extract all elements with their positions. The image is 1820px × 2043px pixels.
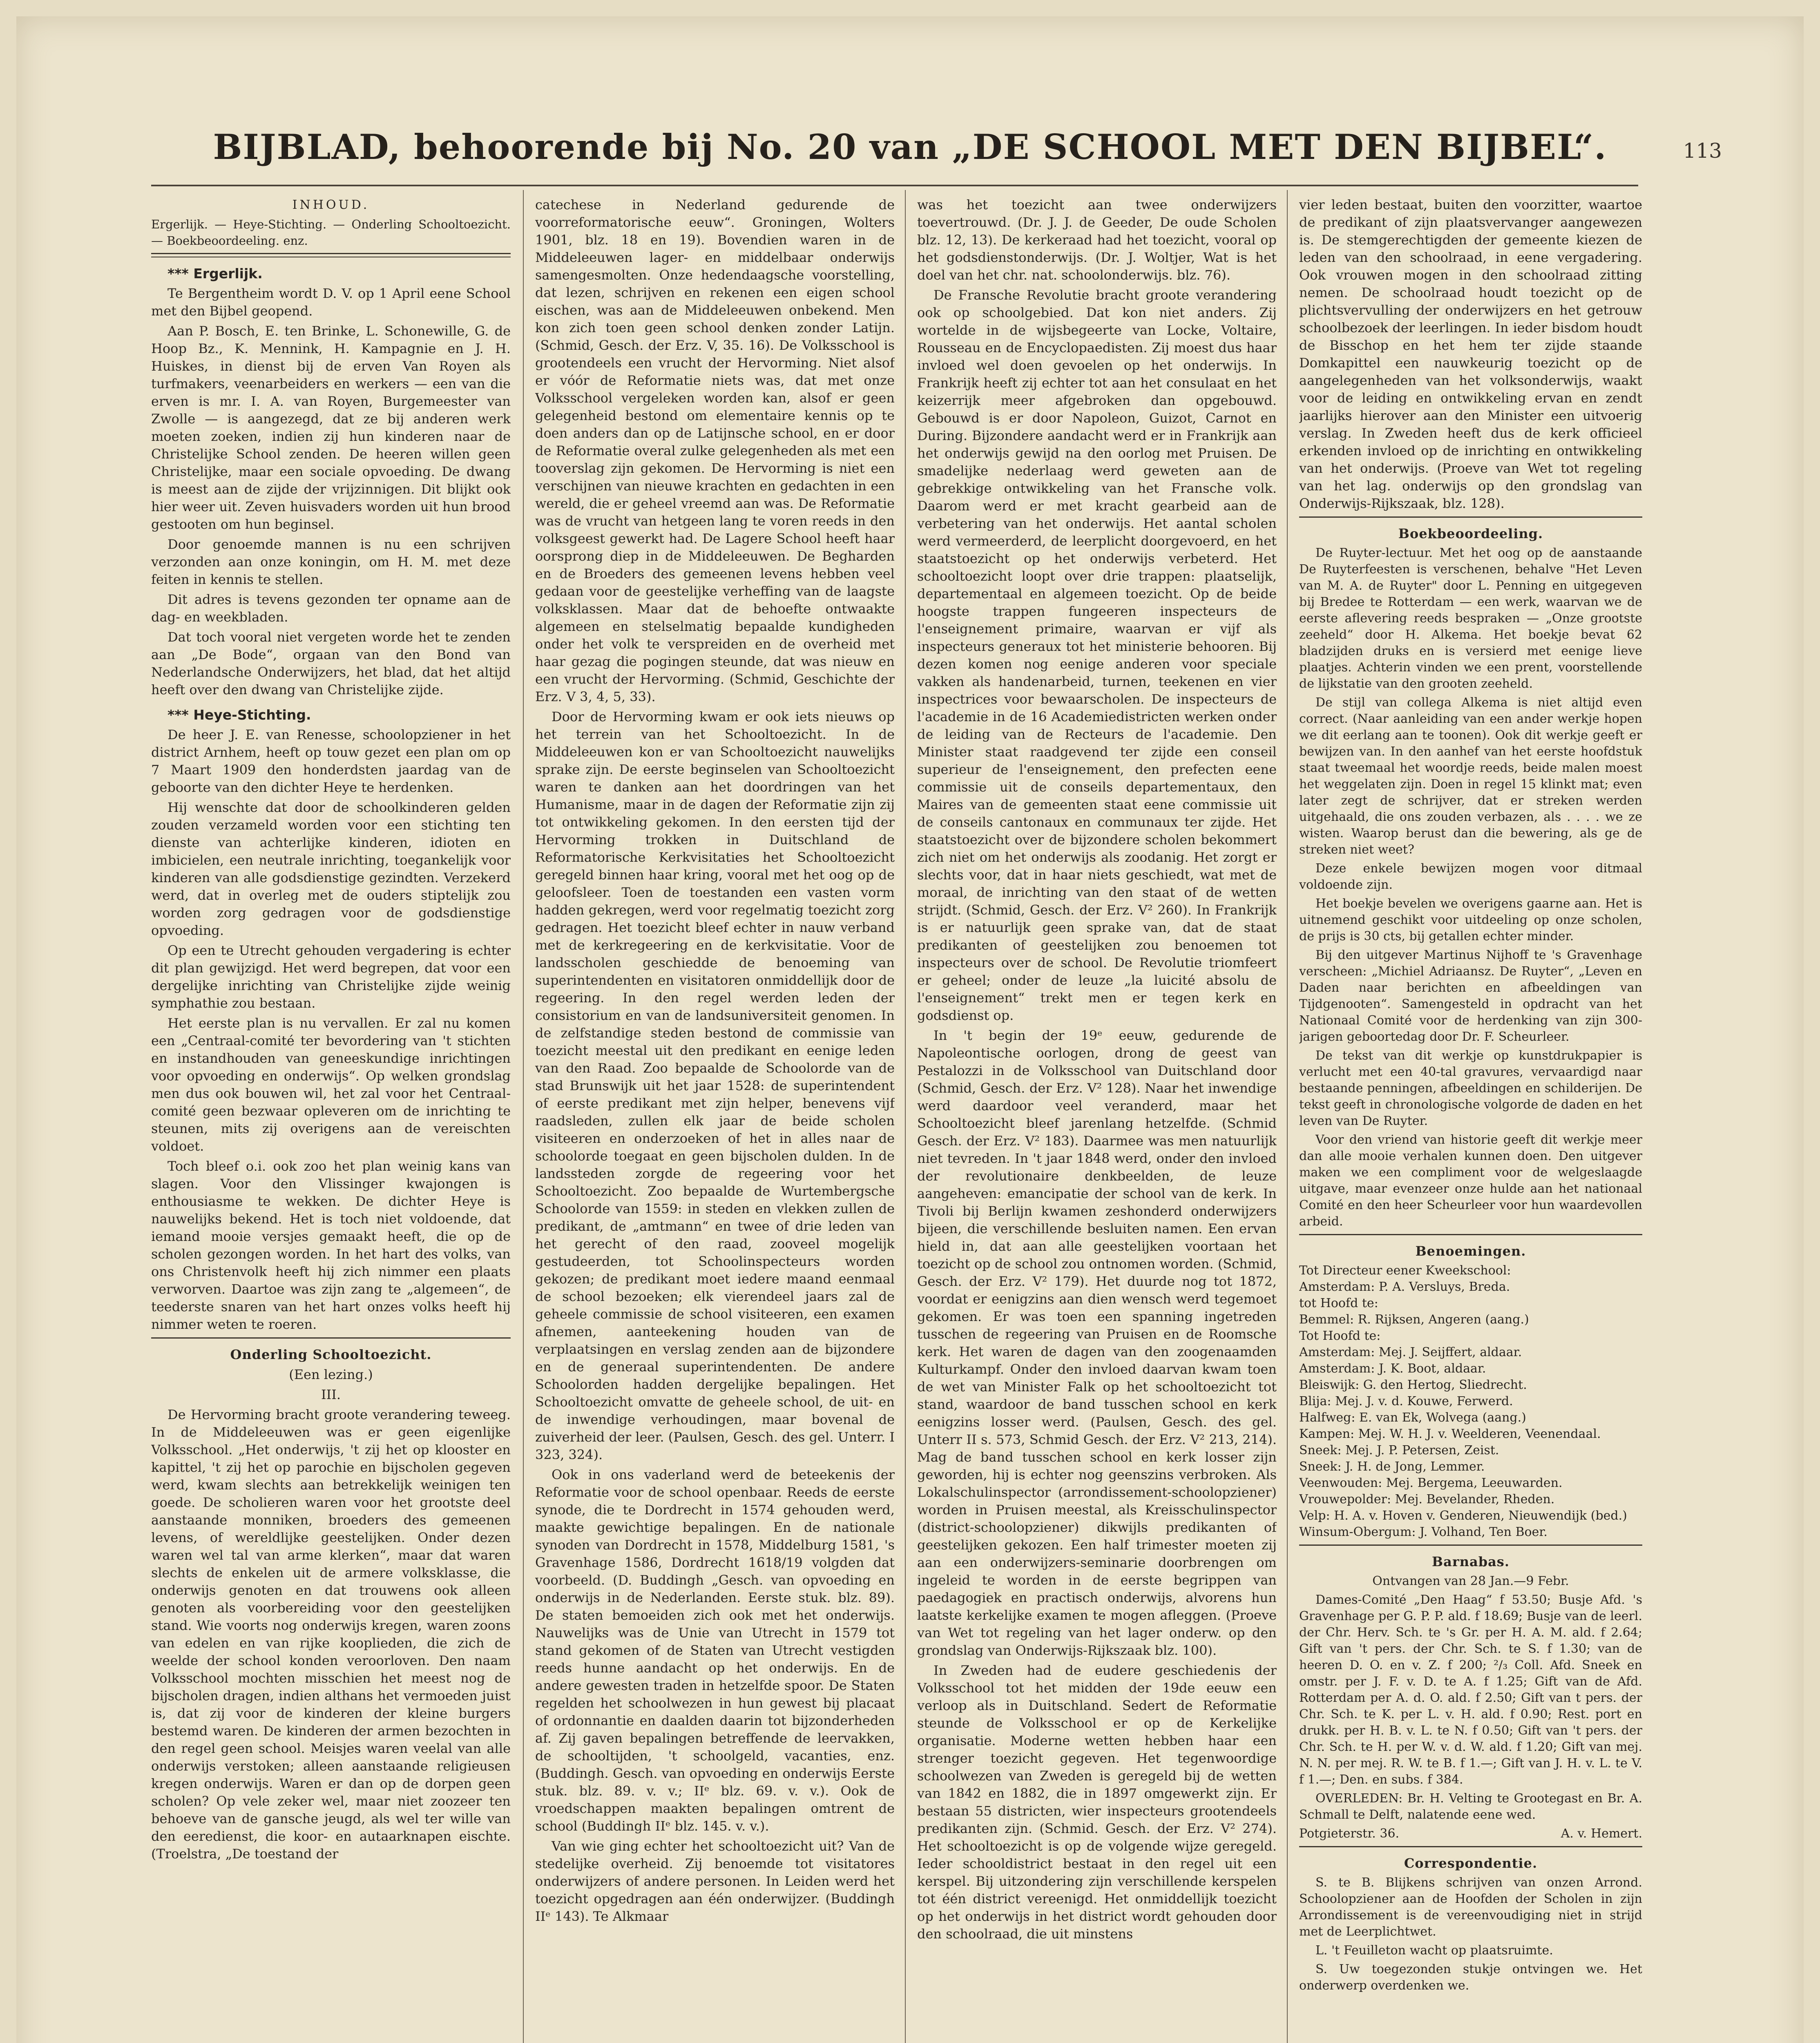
section-rule (1299, 1846, 1642, 1847)
column-4 (1299, 196, 1642, 2043)
appointments-list (1299, 1263, 1642, 1540)
subheading: III. (321, 1387, 341, 1402)
paragraph: De Hervorming bracht groote verandering teweeg. In de Middeleeuwen was er geen eigenlijke Volksschool. „Het onderwijs, 't zij het op klooster en kapittel, 't zij het op parochie en bijscholen gegeven werd, kwam slechts aan betrekkelijk weinigen ten goede. De scholieren waren voor het grootste deel aanstaande monniken, broeders des gemeenen levens, of wereldlijke geestelijken. Onder dezen waren wel tal van arme klerken“, maar dat waren slechts de enkelen uit de armere volksklasse, die onderwijs genoten en dat trouwens ook alleen genoten als voorbereiding voor den geestelijken stand. Wie voorts nog onderwijs kregen, waren zoons van edelen en van rijke kooplieden, die zich de weelde der school konden veroorloven. Den naam Volksschool mochten misschien het meest nog de bijscholen dragen, indien althans het vermoeden juist is, dat zij voor de kinderen der kleine burgers bestemd waren. De kinderen der armen bezochten in den regel geen school. Meisjes waren veelal van alle onderwijs verstoken; alleen aanstaande religieusen kregen onderwijs. Waren er dan op de dorpen geen scholen? Op vele zeker wel, maar niet zoozeer ten behoeve van de gansche jeugd, als wel ter wille van den eeredienst, die koor- en autaarknapen eischte. (Troelstra, „De toestand der (151, 1407, 511, 1862)
paragraph: Hij wenschte dat door de schoolkinderen gelden zouden verzameld worden voor een stichting ten dienste van achterlijke kinderen, idioten en imbicielen, een neutrale inrichting, toegankelijk voor kinderen van alle godsdienstige gezindten. Verzekerd werd, dat in overleg met de ouders stiptelijk zou worden zorg gedragen voor de godsdienstige opvoeding. (151, 800, 511, 938)
contents-list: Ergerlijk. — Heye-Stichting. — Onderling Schooltoezicht. — Boekbeoordeeling. enz. (151, 217, 511, 248)
list-item: Amsterdam: Mej. J. Seijffert, aldaar. (1299, 1345, 1522, 1359)
paragraph: De stijl van collega Alkema is niet altijd even correct. (Naar aanleiding van een ander werkje hopen we dit eerlang aan te toonen). Ook dit werkje geeft er bewijzen van. In den aanhef van het eerste hoofdstuk staat tweemaal het woordje reeds, beide malen moest het weggelaten zijn. Doen in regel 15 klinkt mat; even later zegt de schrijver, dat er streken werden uitgehaald, die ons zouden verbazen, als . . . . we ze wisten. Waarop berust dan die bewering, als ge de streken niet weet? (1299, 695, 1642, 857)
paragraph: was het toezicht aan twee onderwijzers toevertrouwd. (Dr. J. J. de Geeder, De oude Scholen blz. 12, 13). De kerkeraad had het toezicht, vooral op het godsdienstonderwijs. (Dr. J. Woltjer, Wat is het doel van het chr. nat. schoolonderwijs. blz. 76). (917, 197, 1277, 283)
list-item: Tot Directeur eener Kweekschool: (1299, 1263, 1511, 1278)
paragraph: Voor den vriend van historie geeft dit werkje meer dan alle mooie verhalen kunnen doen. Den uitgever maken we een compliment voor de welgeslaagde uitgave, maar evenzeer onze hulde aan het nationaal Comité en den heer Scheurleer voor hun waardevollen arbeid. (1299, 1133, 1642, 1229)
paragraph: Ook in ons vaderland werd de beteekenis der Reformatie voor de school openbaar. Reeds de eerste synode, die te Dordrecht in 1574 gehouden werd, maakte gewichtige bepalingen. En de nationale synoden van Dordrecht in 1578, Middelburg 1581, 's Gravenhage 1586, Dordrecht 1618/19 volgden dat voorbeeld. (D. Buddingh „Gesch. van opvoeding en onderwijs in de Nederlanden. Eerste stuk. blz. 89). De staten bemoeiden zich ook met het onderwijs. Nauwelijks was de Unie van Utrecht in 1579 tot stand gekomen of de Staten van Utrecht vestigden reeds hunne aandacht op het onderwijs. En de andere gewesten traden in hetzelfde spoor. De Staten regelden het schoolwezen in hun gewest bij placaat of ordonnantie en daalden daarin tot bijzonderheden af. Zij gaven bepalingen betreffende de leervakken, de schooltijden, 't schoolgeld, vacanties, enz. (Buddingh. Gesch. van opvoeding en onderwijs Eerste stuk. blz. 89. v. v.; IIᵉ blz. 69. v. v.). Ook de vroedschappen maakten bepalingen omtrent de school (Buddingh IIᵉ blz. 145. v. v.). (535, 1467, 895, 1834)
list-item: Amsterdam: P. A. Versluys, Breda. (1299, 1280, 1510, 1294)
masthead (16, 127, 1804, 167)
list-item: Winsum-Obergum: J. Volhand, Ten Boer. (1299, 1525, 1548, 1539)
section-heading-barnabas: Barnabas. (1432, 1554, 1510, 1569)
heading-text: Heye-Stichting. (193, 707, 311, 723)
paragraph: OVERLEDEN: Br. H. Velting te Grootegast en Br. A. Schmall te Delft, nalatende eene wed. (1299, 1791, 1642, 1822)
paragraph: S. te B. Blijkens schrijven van onzen Arrond. Schoolopziener aan de Hoofden der Scholen in zijn Arrondissement is de vereenvoudiging niet in strijd met de Leerplichtwet. (1299, 1875, 1642, 1939)
column-divider (905, 190, 906, 2043)
paragraph: Aan P. Bosch, E. ten Brinke, L. Schonewille, G. de Hoop Bz., K. Mennink, H. Kampagnie en J. H. Huiskes, in dienst bij de erven Van Royen als turfmakers, veenarbeiders en werkers — een van die erven is mr. I. A. van Royen, Burgemeester van Zwolle — is aangezegd, dat ze bij anderen werk moeten zoeken, indien zij hun kinderen naar de Christelijke School zenden. De heeren willen geen Christelijke, maar een sociale opvoeding. De dwang is meest aan de zijde der vrijzinnigen. Dit blijkt ook hier weer uit. Zeven huisvaders worden uit hun brood gestooten om hun beginsel. (151, 323, 511, 532)
subheading: (Een lezing.) (289, 1367, 373, 1382)
signature: A. v. Hemert. (1561, 1826, 1642, 1841)
paragraph: Op een te Utrecht gehouden vergadering is echter dit plan gewijzigd. Het werd begrepen, dat voor een dergelijke inrichting van Christelijke zijde weinig symphathie zou bestaan. (151, 943, 511, 1011)
paragraph: Toch bleef o.i. ook zoo het plan weinig kans van slagen. Voor den Vlissinger kwajongen is enthousiasme te wekken. De dichter Heye is nauwelijks bekend. Het is toch niet voldoende, dat iemand mooie versjes gemaakt heeft, die op de scholen gezongen worden. In het hart des volks, van ons Christenvolk heeft hij zich nimmer een plaats verworven. Daartoe was zijn zang te „algemeen“, de teederste snaren van het hart onzes volks heeft hij nimmer weten te roeren. (151, 1158, 511, 1332)
paragraph: L. 't Feuilleton wacht op plaatsruimte. (1315, 1943, 1553, 1958)
list-item: Kampen: Mej. W. H. J. v. Weelderen, Veenendaal. (1299, 1427, 1601, 1441)
column-1 (151, 196, 511, 2043)
paragraph: Te Bergentheim wordt D. V. op 1 April eene School met den Bijbel geopend. (151, 286, 511, 319)
section-rule (1299, 1234, 1642, 1235)
paragraph: S. Uw toegezonden stukje ontvingen we. Het onderwerp overdenken we. (1299, 1962, 1642, 1993)
paragraph: Door genoemde mannen is nu een schrijven verzonden aan onze koningin, om H. M. met deze feiten in kennis te stellen. (151, 536, 511, 587)
list-item: Amsterdam: J. K. Boot, aldaar. (1299, 1361, 1486, 1376)
paragraph: catechese in Nederland gedurende de voorreformatorische eeuw“. Groningen, Wolters 1901, blz. 18 en 19). Bovendien waren in de Middeleeuwen lager- en middelbaar onderwijs samengesmolten. Onze hedendaagsche voorstelling, dat lezen, schrijven en rekenen een eigen school eischen, was aan de Middeleeuwen onbekend. Men kon zich toen geen school denken zonder Latijn. (Schmid, Gesch. der Erz. V, 35. 16). De Volksschool is grootendeels een vrucht der Hervorming. Niet alsof er vóór de Reformatie niets was, dat met onze Volksschool vergeleken worden kan, alsof er geen gelegenheid bestond om elementaire kennis op te doen anders dan op de Latijnsche school, en er door de Reformatie overal zulke gelegenheden als met een tooverslag zijn gekomen. De Hervorming is niet een verschijnen van nieuwe krachten en gedachten in een wereld, die er geheel vreemd aan was. De Reformatie was de vrucht van hetgeen lang te voren reeds in den volksgeest gewerkt had. De Lagere School heeft haar oorsprong diep in de Middeleeuwen. De Begharden en de Broeders des gemeenen levens hebben veel gedaan voor de geestelijke verheffing van de laagste volksklassen. Maar dat de behoefte ontwaakte algemeen en stelselmatig bepaalde kundigheden onder het volk te verspreiden en de overheid met haar gezag die pogingen steunde, dat was nieuw en een vrucht der Hervorming. (Schmid, Geschichte der Erz. V 3, 4, 5, 33). (535, 197, 895, 704)
list-item: Blija: Mej. J. v. d. Kouwe, Ferwerd. (1299, 1394, 1513, 1408)
paragraph: vier leden bestaat, buiten den voorzitter, waartoe de predikant of zijn plaatsvervanger aangewezen is. De stemgerechtigden der gemeente kiezen de leden van den schoolraad, in eene vergadering. Ook vrouwen mogen in den schoolraad zitting nemen. De schoolraad houdt toezicht op de plichtsvervulling der onderwijzers en het getrouw schoolbezoek der leerlingen. In ieder bisdom houdt de Bisschop en het hem ter zijde staande Domkapittel een nauwkeurig toezicht op de aangelegenheden van het volksonderwijs, waakt voor de leiding en ontwikkeling ervan en zendt jaarlijks hierover aan den Minister een uitvoerig verslag. In Zweden heeft dus de kerk officieel erkenden invloed op de inrichting en ontwikkeling van het onderwijs. (Proeve van Wet tot regeling van het lag. onderwijs op den grondslag van Onderwijs-Rijkszaak, blz. 128). (1299, 197, 1642, 511)
section-heading-boekbeoordeeling: Boekbeoordeeling. (1398, 526, 1543, 541)
paragraph: Het boekje bevelen we overigens gaarne aan. Het is uitnemend geschikt voor uitdeeling op onze scholen, de prijs is 30 cts, bij getallen echter minder. (1299, 896, 1642, 943)
section-rule (1299, 1545, 1642, 1546)
column-3 (917, 196, 1277, 2043)
signature-line (1299, 1826, 1642, 1842)
section-rule (151, 1337, 511, 1339)
page-number: 113 (1683, 139, 1722, 163)
list-item: Sneek: J. H. de Jong, Lemmer. (1299, 1460, 1485, 1474)
section-rule (151, 253, 511, 257)
column-divider (1287, 190, 1288, 2043)
list-item: Velp: H. A. v. Hoven v. Genderen, Nieuwendijk (bed.) (1299, 1509, 1627, 1523)
section-heading-correspondentie: Correspondentie. (1404, 1855, 1538, 1871)
subheading: Ontvangen van 28 Jan.—9 Febr. (1372, 1574, 1569, 1588)
column-2 (535, 196, 895, 2043)
section-heading-heye: *** Heye-Stichting. (167, 707, 311, 723)
paragraph: De Fransche Revolutie bracht groote verandering ook op schoolgebied. Dat kon niet anders. Zij wortelde in de wijsbegeerte van Locke, Voltaire, Rousseau en de Encyclopaedisten. Zij moest dus haar invloed wel doen gevoelen op het onderwijs. In Frankrijk heeft zij echter tot aan het consulaat en het keizerrijk meer afgebroken dan opgebouwd. Gebouwd is er door Napoleon, Guizot, Carnot en During. Bijzondere aandacht werd er in Frankrijk aan het onderwijs gewijd na den oorlog met Pruisen. De smadelijke nederlaag werd geweten aan de gebrekkige ontwikkeling van het Fransche volk. Daarom werd er met kracht gearbeid aan de verbetering van het onderwijs. Het aantal scholen werd vermeerderd, de leerplicht doorgevoerd, en het staatstoezicht op het onderwijs verbeterd. Het schooltoezicht loopt over drie trappen: plaatselijk, departementaal en algemeen toezicht. Op de beide hoogste trappen fungeeren inspecteurs de l'enseignement primaire, waarvan er vijf als inspecteurs generaux tot het ministerie behooren. Bij dezen komen nog eenige anderen voor speciale vakken als handenarbeid, turnen, teekenen en vier inspectrices voor bewaarscholen. De inspecteurs de l'academie in de 16 Academiedistricten werken onder de leiding van de Recteurs de l'academie. Den Minister staat raadgevend ter zijde een conseil superieur de l'enseignement, den prefecten eene commissie uit de conseils departementaux, den Maires van de gemeenten staat eene commissie uit de conseils cantonaux en communaux ter zijde. Het staatstoezicht over de bijzondere scholen bekommert zich niet om het onderwijs als zoodanig. Het zorgt er slechts voor, dat in haar niets geschiedt, wat met de moraal, de inrichting van den staat of de wetten strijdt. (Schmid, Gesch. der Erz. V² 260). In Frankrijk is er natuurlijk geen sprake van, dat de staat predikanten of geestelijken zou benoemen tot inspecteurs over de school. De Revolutie triomfeert er geheel; onder de leuze „la luicité absolu de l'enseignement“ trekt men er tegen kerk en godsdienst op. (917, 287, 1277, 1023)
section-rule (1299, 516, 1642, 518)
list-item: Vrouwepolder: Mej. Bevelander, Rheden. (1299, 1492, 1555, 1507)
section-heading-ergerlijk: *** Ergerlijk. (167, 266, 263, 282)
section-heading-benoemingen: Benoemingen. (1415, 1243, 1526, 1259)
paragraph: In Zweden had de eudere geschiedenis der Volksschool tot het midden der 19de eeuw een verloop als in Duitschland. Sedert de Reformatie steunde de Volksschool er op de Kerkelijke organisatie. Moderne wetten hebben haar een strenger toezicht gegeven. Het tegenwoordige schoolwezen van Zweden is geregeld bij de wetten van 1842 en 1882, die in 1897 omgewerkt zijn. Er bestaan 55 districten, wier inspecteurs grootendeels predikanten zijn. (Schmid. Gesch. der Erz. V² 274). Het schooltoezicht is op de volgende wijze geregeld. Ieder schooldistrict bestaat in den regel uit een kerspel. Bij uitzondering zijn verschillende kerspelen tot één district vereenigd. Het onmiddellijk toezicht op het onderwijs in het district wordt gehouden door den schoolraad, die uit minstens (917, 1663, 1277, 1942)
address: Potgieterstr. 36. (1299, 1826, 1400, 1841)
header-rule (151, 185, 1638, 186)
list-item: Veenwouden: Mej. Bergema, Leeuwarden. (1299, 1476, 1563, 1490)
paragraph: Dames-Comité „Den Haag“ f 53.50; Busje Afd. 's Gravenhage per G. P. P. ald. f 18.69; Busje van de leerl. der Chr. Herv. Sch. te 's Gr. per H. A. M. ald. f 2.64; Gift van 't pers. der Chr. Sch. te S. f 1.30; van de heeren D. O. en v. Z. f 200; ²/₃ Coll. Afd. Sneek en omstr. per J. F. v. D. te A. f 1.25; Gift van de Afd. Rotterdam per A. d. O. ald. f 2.50; Gift van t pers. der Chr. Sch. te K. per L. v. H. ald. f 0.90; Rest. port en drukk. per H. B. v. L. te N. f 0.50; Gift van 't pers. der Chr. Sch. te H. per W. v. d. W. ald. f 1.20; Gift van mej. N. N. per mej. R. W. te B. f 1.—; Gift van J. H. v. L. te V. f 1.—; Den. en subs. f 384. (1299, 1593, 1642, 1787)
paragraph: Door de Hervorming kwam er ook iets nieuws op het terrein van het Schooltoezicht. In de Middeleeuwen kon er van Schooltoezicht nauwelijks sprake zijn. De eerste beginselen van Schooltoezicht waren te danken aan het doordringen van het Humanisme, maar in de dagen der Reformatie zijn zij tot ontwikkeling gekomen. In den eersten tijd der Hervorming trokken in Duitschland de Reformatorische Kerkvisitaties het Schooltoezicht geregeld binnen haar kring, vooral met het oog op de geloofsleer. Toen de toestanden een vasten vorm hadden gekregen, werd voor regelmatig toezicht zorg gedragen. Het toezicht bleef echter in nauw verband met de kerkregeering en de kerkvisitatie. Voor de landsscholen geschiedde de benoeming van superintendenten en visitatoren onmiddellijk door de regeering. In den regel werden leden der consistorium en van de landsuniversiteit genomen. In de zelfstandige steden bestond de commissie van toezicht meestal uit den predikant en eenige leden van den Raad. Zoo bepaalde de Schoolorde van de stad Brunswijk uit het jaar 1528: de superintendent of eerste predikant met zijn helper, benevens vijf raadsleden, zullen elk jaar de beide scholen visiteeren en onderzoeken of het in alles naar de schoolorde toegaat en geen bijscholen dulden. In de landssteden zorgde de regeering voor het Schooltoezicht. Zoo bepaalde de Wurtembergsche Schoolorde van 1559: in steden en vlekken zullen de predikant, de „amtmann“ en twee of drie leden van het gerecht of den raad, zooveel mogelijk gestudeerden, tot Schoolinspecteurs worden gekozen; de predikant moet iedere maand eenmaal de school bezoeken; elk vierendeel jaars zal de geheele commissie de school visiteeren, een examen afnemen, aanteekening houden van de verplaatsingen en verslag zenden aan de bijzondere en de generaal superintendenten. De andere Schoolorden hadden dergelijke bepalingen. Het Schooltoezicht omvatte de geheele school, de uit- en de inwendige verhoudingen, maar bovenal de zuiverheid der leer. (Paulsen, Gesch. des gel. Unterr. I 323, 324). (535, 709, 895, 1462)
paragraph: Dit adres is tevens gezonden ter opname aan de dag- en weekbladen. (151, 592, 511, 625)
paragraph: In 't begin der 19ᵉ eeuw, gedurende de Napoleontische oorlogen, drong de geest van Pestalozzi in de Volksschool van Duitschland door (Schmid, Gesch. der Erz. V² 128). Naar het inwendige werd daardoor veel veranderd, maar het Schooltoezicht bleef jarenlang hetzelfde. (Schmid Gesch. der Erz. V² 183). Daarmee was men natuurlijk niet tevreden. In 't jaar 1848 werd, onder den invloed der revolutionaire denkbeelden, de leuze aangeheven: emancipatie der school van de kerk. In Tivoli bij Berlijn kwamen zeshonderd onderwijzers bijeen, die verschillende besluiten namen. Een ervan hield in, dat aan alle geestelijken voortaan het toezicht op de school zou ontnomen worden. (Schmid, Gesch. der Erz. V² 179). Het duurde nog tot 1872, voordat er eenigzins aan dien wensch werd tegemoet gekomen. Er was toen een spanning ingetreden tusschen de regeering van Pruisen en de Roomsche kerk. Het waren de dagen van den zoogenaamden Kulturkampf. Onder den invloed daarvan kwam toen de wet van Minister Falk op het schooltoezicht tot stand, waardoor de band tusschen school en kerk eenigzins losser werd. (Paulsen, Gesch. des gel. Unterr II s. 573, Schmid Gesch. der Erz. V² 213, 214). Mag de band tusschen school en kerk losser zijn geworden, hij is echter nog geenszins verbroken. Als Lokalschulinspector (arrondissement-schoolopziener) worden in Pruisen meestal, als Kreisschulinspector (district-schoolopziener) dikwijls predikanten of geestelijken gekozen. Een half trimester moeten zij aan een onderwijzers-seminarie doorbrengen om ingeleid te worden in de eerste begrippen van paedagogiek en practisch onderwijs, alvorens hun laatste kerkelijke examen te mogen afleggen. (Proeve van Wet tot regeling van het lager onderw. op den grondslag van Onderwijs-Rijkszaak blz. 100). (917, 1028, 1277, 1658)
paragraph: Bij den uitgever Martinus Nijhoff te 's Gravenhage verscheen: „Michiel Adriaansz. De Ruyter“, „Leven en Daden naar berichten en afbeeldingen van Tijdgenooten“. Samengesteld in opdracht van het Nationaal Comité voor de herdenking van zijn 300-jarigen geboortedag door Dr. F. Scheurleer. (1299, 948, 1642, 1044)
paragraph: Deze enkele bewijzen mogen voor ditmaal voldoende zijn. (1299, 861, 1642, 892)
masthead-title: BIJBLAD, behoorende bij No. 20 van „DE SCHOOL MET DEN BIJBEL“. (213, 127, 1607, 167)
list-item: Bleiswijk: G. den Hertog, Sliedrecht. (1299, 1378, 1527, 1392)
list-item: Sneek: Mej. J. P. Petersen, Zeist. (1299, 1443, 1499, 1457)
paragraph: De Ruyter-lectuur. Met het oog op de aanstaande De Ruyterfeesten is verschenen, behalve "Het Leven van M. A. de Ruyter" door L. Penning en uitgegeven bij Bredee te Rotterdam — een werk, waarvan we de eerste aflevering reeds bespraken — „Onze grootste zeeheld“ door H. Alkema. Het boekje bevat 62 bladzijden druks en is versierd met eenige lieve plaatjes. Achterin vinden we een prent, voorstellende de lijkstatie van den grooten zeeheld. (1299, 546, 1642, 691)
heading-text: Ergerlijk. (193, 266, 263, 282)
list-item: Bemmel: R. Rijksen, Angeren (aang.) (1299, 1312, 1529, 1327)
paragraph: Dat toch vooral niet vergeten worde het te zenden aan „De Bode“, orgaan van den Bond van Nederlandsche Onderwijzers, het blad, dat het altijd heeft over den dwang van Christelijke zijde. (151, 629, 511, 697)
column-divider (523, 190, 524, 2043)
list-item: Halfweg: E. van Ek, Wolvega (aang.) (1299, 1410, 1526, 1425)
paragraph: De heer J. E. van Renesse, schoolopziener in het district Arnhem, heeft op touw gezet een plan om op 7 Maart 1909 den honderdsten jaardag van de geboorte van den dichter Heye te herdenken. (151, 727, 511, 795)
paragraph: Het eerste plan is nu vervallen. Er zal nu komen een „Centraal-comité ter bevordering van 't stichten en instandhouden van geneeskundige inrichtingen voor opvoeding en onderwijs“. Op welken grondslag men dus ook bouwen wil, het zal voor het Centraal-comité geen bezwaar opleveren om de inrichting te steunen, mits zij overigens aan de vereischten voldoet. (151, 1015, 511, 1154)
list-item: Tot Hoofd te: (1299, 1329, 1381, 1343)
paragraph: De tekst van dit werkje op kunstdrukpapier is verlucht met een 40-tal gravures, vervaardigd naar bestaande penningen, afbeeldingen en schilderijen. De tekst geeft in chronologische volgorde de daden en het leven van De Ruyter. (1299, 1048, 1642, 1128)
newspaper-page (16, 16, 1804, 2043)
contents-title: INHOUD. (292, 198, 370, 212)
section-heading-schooltoezicht: Onderling Schooltoezicht. (230, 1347, 432, 1362)
list-item: tot Hoofd te: (1299, 1296, 1378, 1310)
paragraph: Van wie ging echter het schooltoezicht uit? Van de stedelijke overheid. Zij benoemde tot visitatores onderwijzers of andere personen. In Leiden werd het toezicht opgedragen aan één onderwijzer. (Buddingh IIᵉ 143). Te Alkmaar (535, 1838, 895, 1924)
